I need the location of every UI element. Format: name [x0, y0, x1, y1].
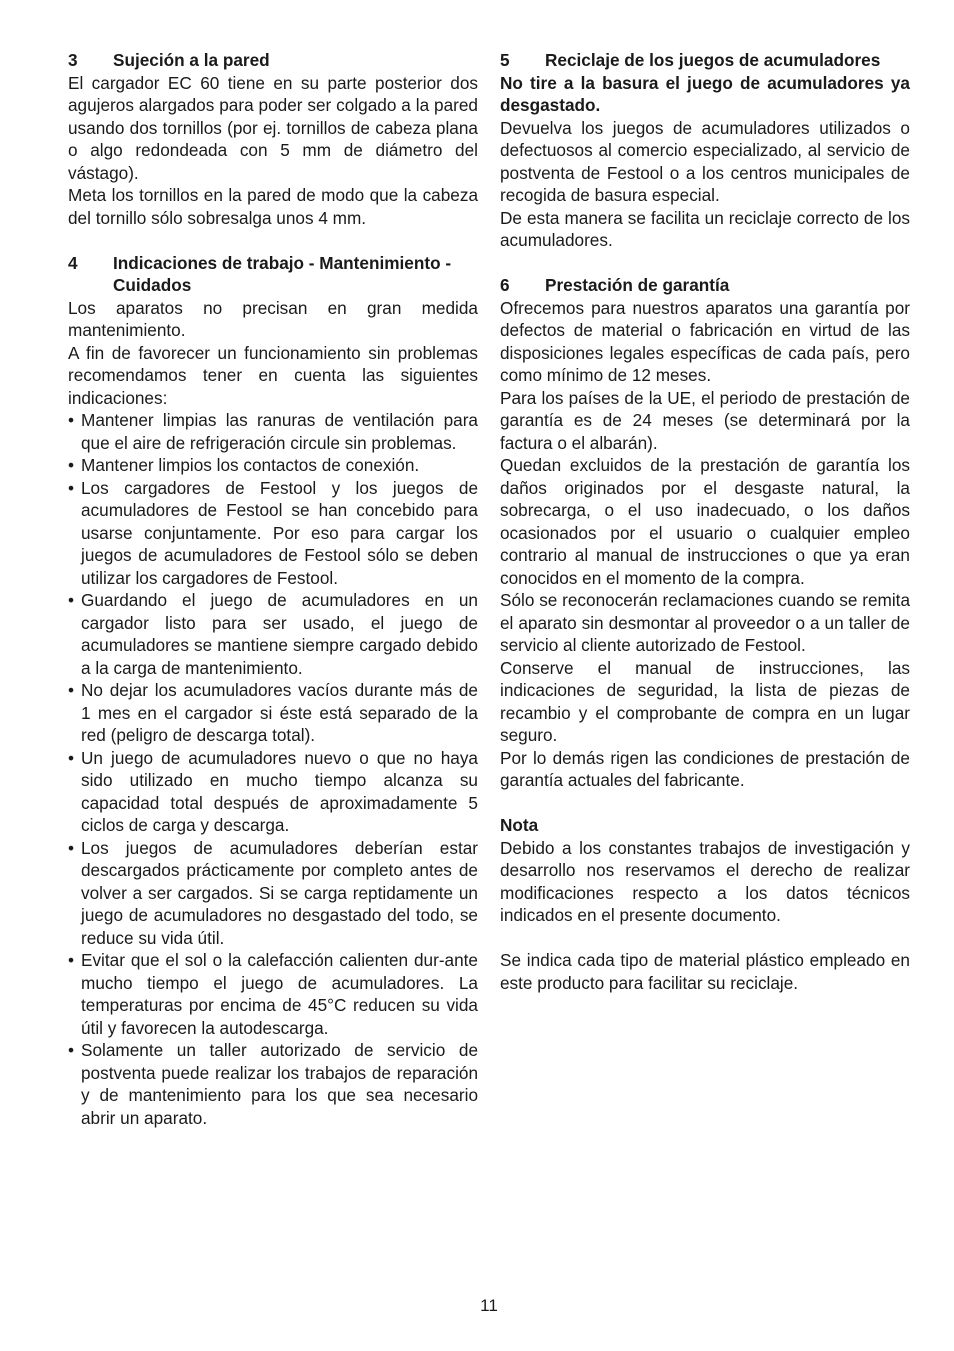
paragraph: Meta los tornillos en la pared de modo que la cabeza del tornillo sólo sobresalga unos 4 mm. [68, 185, 478, 228]
paragraph: De esta manera se facilita un reciclaje correcto de los acumuladores. [500, 207, 910, 250]
bullet: • [68, 410, 75, 430]
bullet: • [68, 590, 75, 610]
page-number: 11 [480, 1296, 498, 1315]
closing-paragraph: Se indica cada tipo de material plástico empleado en este producto para facilitar su reciclaje. [500, 950, 910, 993]
paragraph: Por lo demás rigen las condiciones de prestación de garantía actuales del fabricante. [500, 747, 910, 790]
section-3-heading [68, 49, 478, 72]
bullet: • [68, 950, 75, 970]
paragraph: Quedan excluidos de la prestación de garantía los daños originados por el desgaste natural, la sobrecarga, o el uso inadecuado, o los daños ocasionados por el usuario o cualquier empleo contrario al manual de instrucciones o que ya eran conocidos en el momento de la compra. [500, 455, 910, 588]
section-number: 5 [500, 50, 510, 70]
paragraph: Devuelva los juegos de acumuladores utilizados o defectuosos al comercio especializado, al servicio de postventa de Festool o a los centros municipales de recogida de basura especial. [500, 117, 910, 205]
nota-heading: Nota [500, 815, 539, 835]
section-title: Reciclaje de los juegos de acumuladores [545, 50, 881, 70]
bullet: • [68, 1040, 75, 1060]
list-item: • No dejar los acumuladores vacíos durante más de 1 mes en el cargador si éste está separado de la red (peligro de descarga total). [68, 680, 478, 745]
section-number: 4 [68, 252, 78, 273]
list-item: • Mantener limpios los contactos de conexión. [68, 455, 420, 475]
paragraph: Los aparatos no precisan en gran medida mantenimiento. [68, 297, 478, 340]
paragraph: El cargador EC 60 tiene en su parte posterior dos agujeros alargados para poder ser colgado a la pared usando dos tornillos (por ej. tornillos de cabeza plana o algo redondeada con 5 mm de diámetro del vástago). [68, 72, 478, 183]
section-number: 6 [500, 275, 510, 295]
right-column [500, 49, 910, 994]
list-item: • Los cargadores de Festool y los juegos de acumuladores de Festool se han concebido para usarse conjuntamente. Por eso para cargar los juegos de acumuladores de Festool sólo se deben utilizar los cargadores de Festool. [68, 477, 478, 588]
list-item: • Mantener limpias las ranuras de ventilación para que el aire de refrigeración circule sin problemas. [68, 410, 478, 453]
paragraph: Debido a los constantes trabajos de investigación y desarrollo nos reservamos el derecho de realizar modificaciones respecto a los datos técnicos indicados en el presente documento. [500, 837, 910, 925]
bullet: • [68, 477, 75, 498]
list-item: • Los juegos de acumuladores deberían estar descargados prácticamente por completo antes de volver a ser cargados. Si se carga reptidamente un juego de acumuladores no desgastado del todo, se reduce su vida útil. [68, 837, 478, 948]
left-column [68, 49, 478, 1129]
paragraph: Ofrecemos para nuestros aparatos una garantía por defectos de material o fabricación en virtud de las disposiciones legales específicas de cada país, pero como mínimo de 12 meses. [500, 297, 910, 385]
bullet: • [68, 747, 75, 768]
section-number: 3 [68, 50, 78, 70]
paragraph: Para los países de la UE, el periodo de prestación de garantía es de 24 meses (se determinará por la factura o el albarán). [500, 387, 910, 453]
list-item: • Guardando el juego de acumuladores en un cargador listo para ser usado, el juego de acumuladores se mantiene siempre cargado debido a la carga de mantenimiento. [68, 590, 478, 678]
list-item: • Evitar que el sol o la calefacción calienten dur-ante mucho tiempo el juego de acumuladores. La temperaturas por encima de 45°C reducen su vida útil y favorecen la autodescarga. [68, 950, 478, 1038]
paragraph: Conserve el manual de instrucciones, las indicaciones de seguridad, la lista de piezas de recambio y el comprobante de compra en un lugar seguro. [500, 657, 910, 745]
bullet: • [68, 455, 75, 475]
section-4-heading [68, 252, 478, 297]
section-title: Indicaciones de trabajo - Mantenimiento - Cuidados [113, 252, 452, 295]
paragraph: A fin de favorecer un funcionamiento sin problemas recomendamos tener en cuenta las siguientes indicaciones: [68, 342, 478, 408]
list-item: • Un juego de acumuladores nuevo o que no haya sido utilizado en mucho tiempo alcanza su capacidad total después de aproximadamente 5 ciclos de carga y descarga. [68, 747, 478, 835]
bullet: • [68, 680, 75, 700]
paragraph: Sólo se reconocerán reclamaciones cuando se remita el aparato sin desmontar al proveedor o a un taller de servicio al cliente autorizado de Festool. [500, 590, 910, 655]
warning-text: No tire a la basura el juego de acumuladores ya desgastado. [500, 72, 910, 115]
section-6-heading [500, 274, 910, 297]
bullet: • [68, 837, 75, 858]
section-title: Sujeción a la pared [113, 50, 270, 70]
section-5-heading [500, 49, 910, 72]
section-title: Prestación de garantía [545, 275, 730, 295]
maintenance-list [68, 409, 478, 1129]
list-item: • Solamente un taller autorizado de servicio de postventa puede realizar los trabajos de reparación y de mantenimiento para los que sea necesario abrir un aparato. [68, 1040, 478, 1128]
